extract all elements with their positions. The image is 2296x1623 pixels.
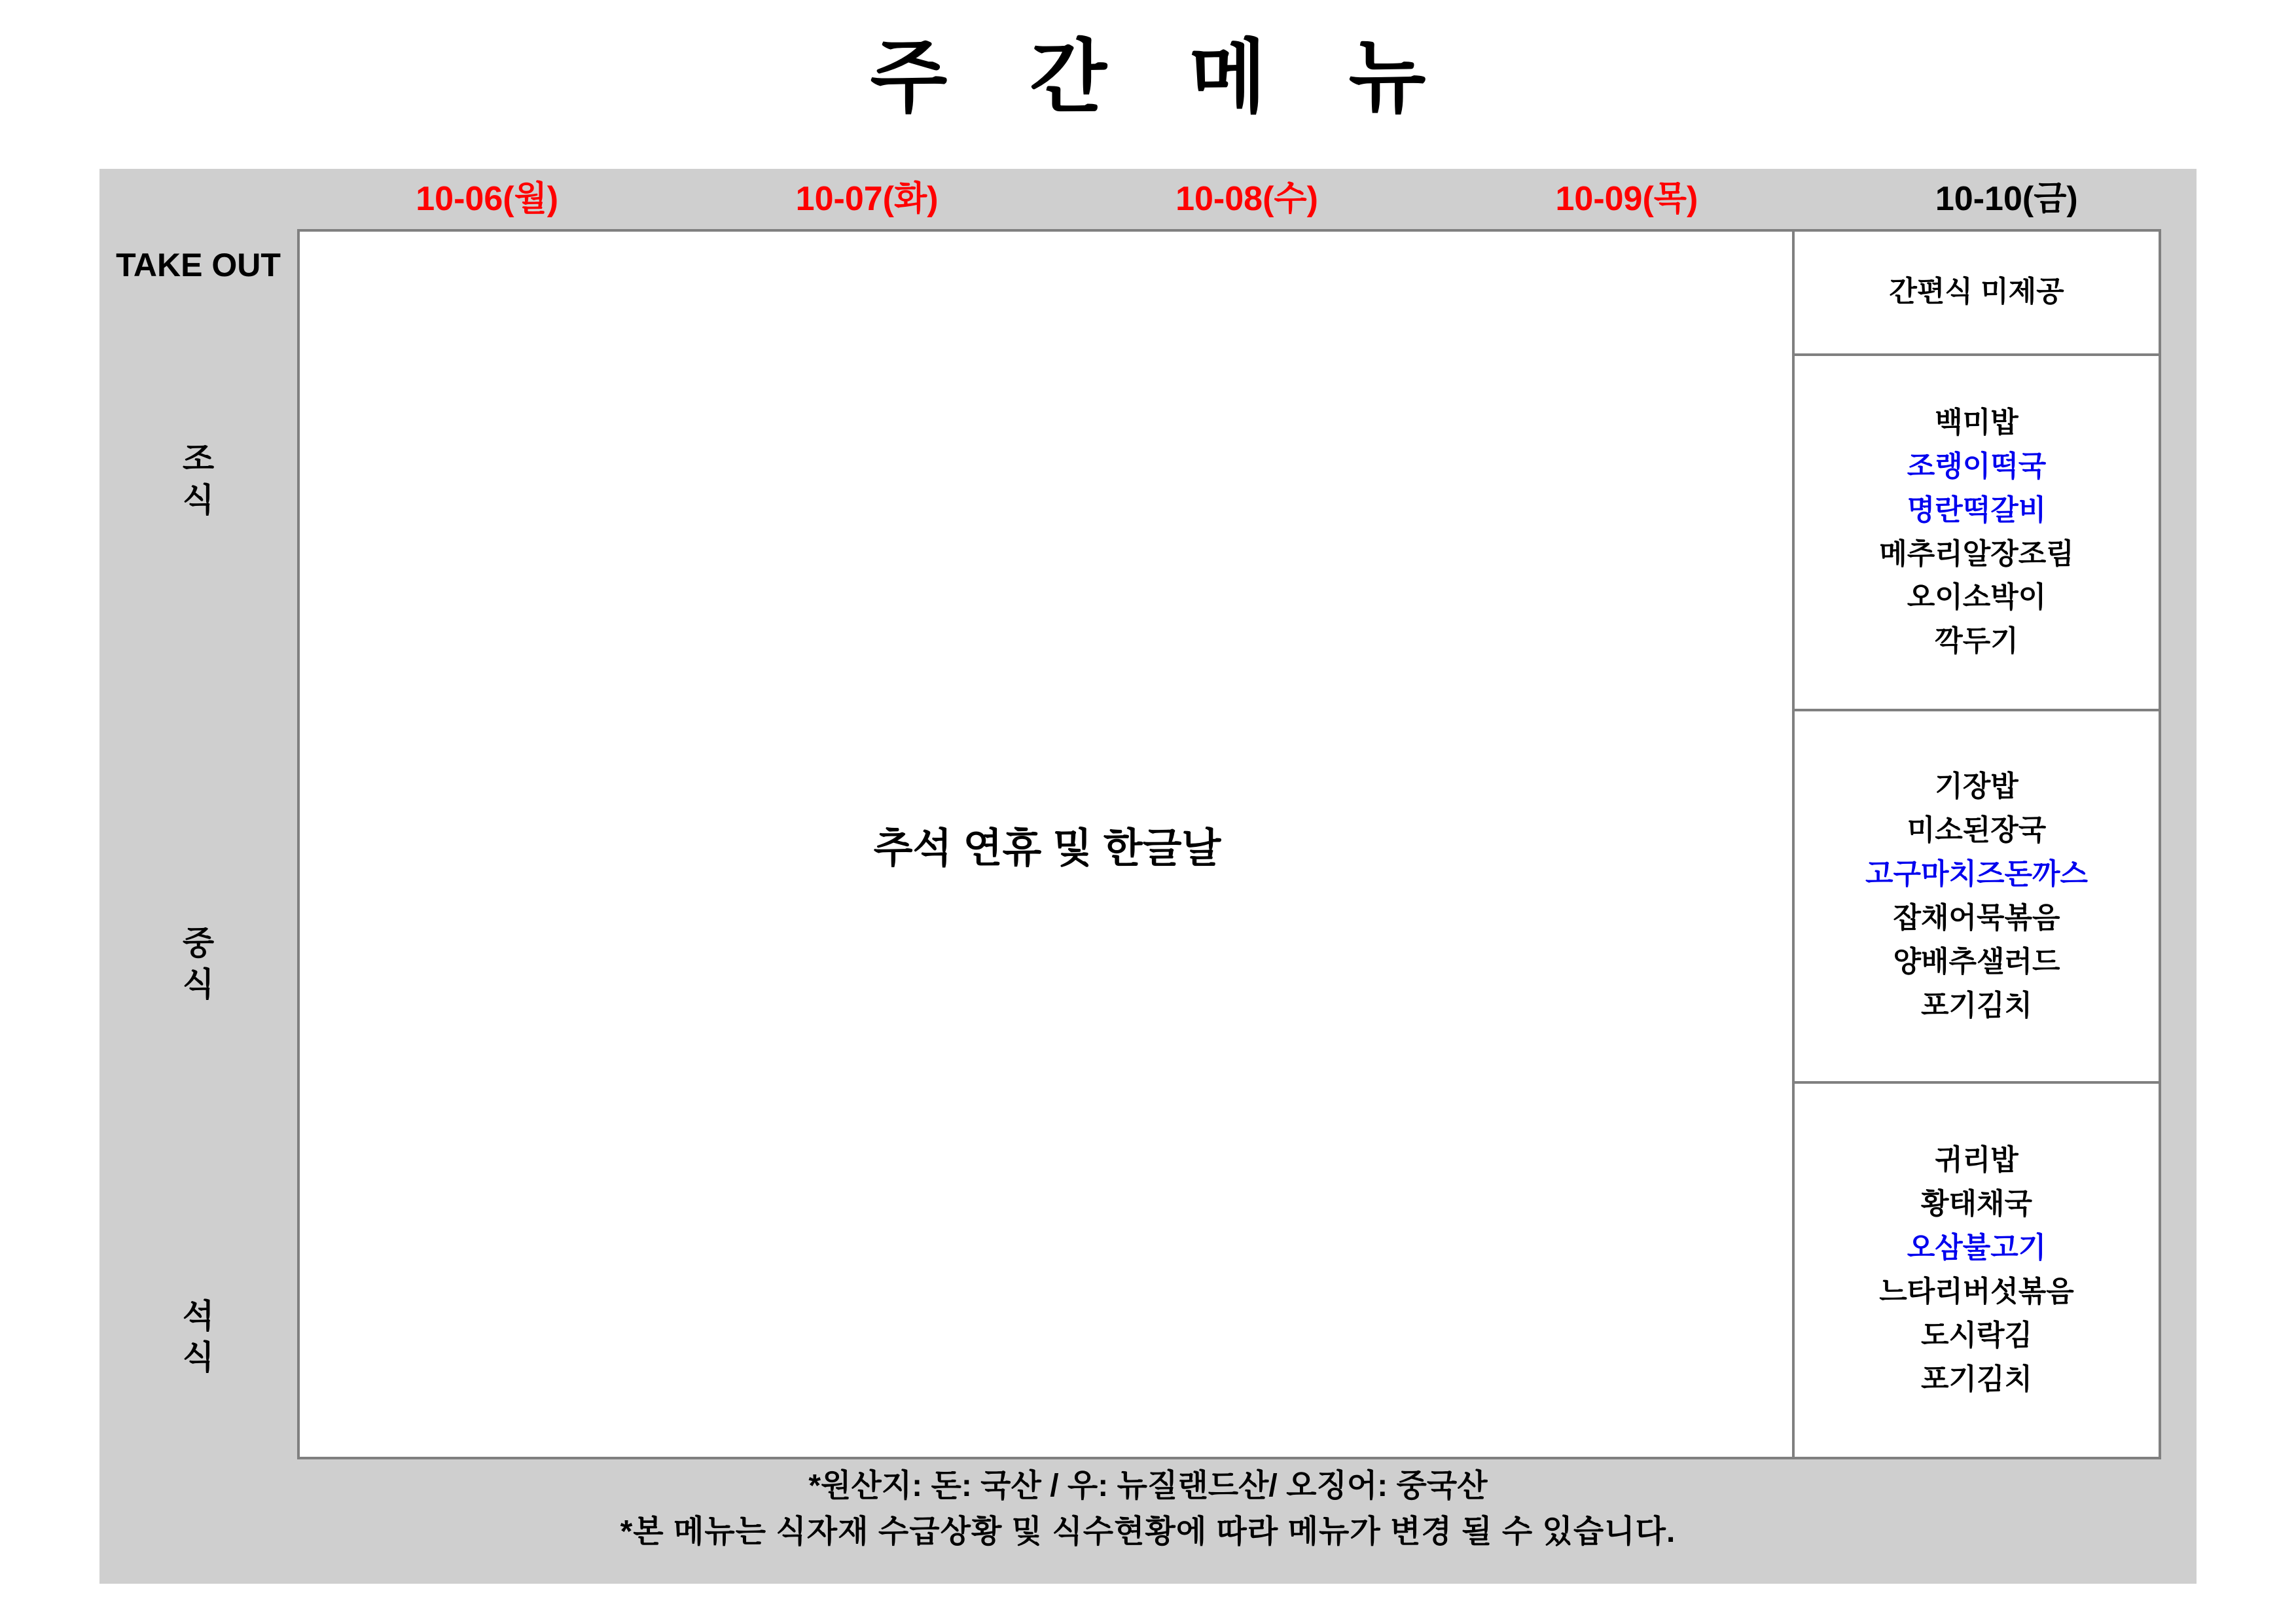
row-label-lunch-line1: 중 bbox=[182, 925, 220, 961]
menu-item: 간편식 미제공 bbox=[1889, 276, 2064, 308]
friday-dinner-cell bbox=[1795, 1084, 2159, 1457]
menu-item: 잡채어묵볶음 bbox=[1893, 901, 2060, 934]
menu-item: 도시락김 bbox=[1920, 1319, 2032, 1351]
date-header-row bbox=[99, 169, 2197, 229]
row-label-breakfast-line1: 조 bbox=[182, 440, 220, 477]
friday-lunch-cell bbox=[1795, 711, 2159, 1084]
menu-item: 조랭이떡국 bbox=[1907, 450, 2047, 482]
meal-label-column bbox=[99, 229, 297, 1459]
date-header-thursday: 10-09(목) bbox=[1555, 180, 1698, 218]
date-header-friday: 10-10(금) bbox=[1935, 180, 2078, 218]
row-label-breakfast-line2: 식 bbox=[182, 481, 220, 518]
row-label-lunch bbox=[99, 923, 297, 1005]
menu-item: 황태채국 bbox=[1920, 1188, 2032, 1221]
menu-item: 양배추샐러드 bbox=[1893, 945, 2060, 978]
row-label-breakfast bbox=[99, 438, 297, 520]
menu-item: 미소된장국 bbox=[1907, 814, 2047, 847]
menu-item: 오삼불고기 bbox=[1907, 1232, 2047, 1264]
holiday-notice-cell bbox=[300, 232, 1795, 1457]
row-label-lunch-line2: 식 bbox=[182, 965, 220, 1003]
row-label-takeout-line1: TAKE bbox=[116, 247, 203, 283]
menu-item: 백미밥 bbox=[1935, 406, 2018, 438]
friday-takeout-cell bbox=[1795, 232, 2159, 356]
disclaimer-note: *본 메뉴는 식자재 수급상황 및 식수현황에 따라 메뉴가 변경 될 수 있습니다. bbox=[620, 1514, 1676, 1549]
menu-item: 오이소박이 bbox=[1907, 581, 2047, 614]
date-header-monday: 10-06(월) bbox=[416, 180, 559, 218]
menu-grid bbox=[297, 229, 2161, 1459]
menu-item: 기장밥 bbox=[1935, 770, 2018, 803]
menu-item: 포기김치 bbox=[1920, 1363, 2032, 1395]
menu-item: 명란떡갈비 bbox=[1907, 493, 2047, 526]
origin-note: *원산지: 돈: 국산 / 우: 뉴질랜드산/ 오징어: 중국산 bbox=[808, 1469, 1488, 1503]
menu-item: 느타리버섯볶음 bbox=[1879, 1275, 2074, 1308]
menu-item: 깍두기 bbox=[1935, 625, 2018, 658]
menu-item: 메추리알장조림 bbox=[1879, 537, 2074, 570]
menu-item: 귀리밥 bbox=[1935, 1144, 2018, 1177]
row-label-dinner-line1: 석 bbox=[182, 1298, 220, 1334]
row-label-dinner bbox=[99, 1296, 297, 1378]
friday-breakfast-cell bbox=[1795, 356, 2159, 712]
footer-notes bbox=[99, 1463, 2197, 1554]
menu-item: 고구마치즈돈까스 bbox=[1865, 857, 2089, 890]
menu-board bbox=[99, 169, 2197, 1584]
row-label-takeout-line2: OUT bbox=[211, 247, 281, 283]
date-header-tuesday: 10-07(화) bbox=[795, 180, 939, 218]
date-header-wednesday: 10-08(수) bbox=[1175, 180, 1318, 218]
menu-item: 포기김치 bbox=[1920, 989, 2032, 1022]
row-label-takeout bbox=[99, 245, 297, 286]
friday-column bbox=[1792, 232, 2159, 1457]
page-title: 주 간 메 뉴 bbox=[870, 33, 1456, 122]
holiday-notice-text: 추석 연휴 및 한글날 bbox=[873, 825, 1221, 871]
header-corner-spacer bbox=[99, 169, 297, 229]
row-label-dinner-line2: 식 bbox=[182, 1338, 220, 1376]
